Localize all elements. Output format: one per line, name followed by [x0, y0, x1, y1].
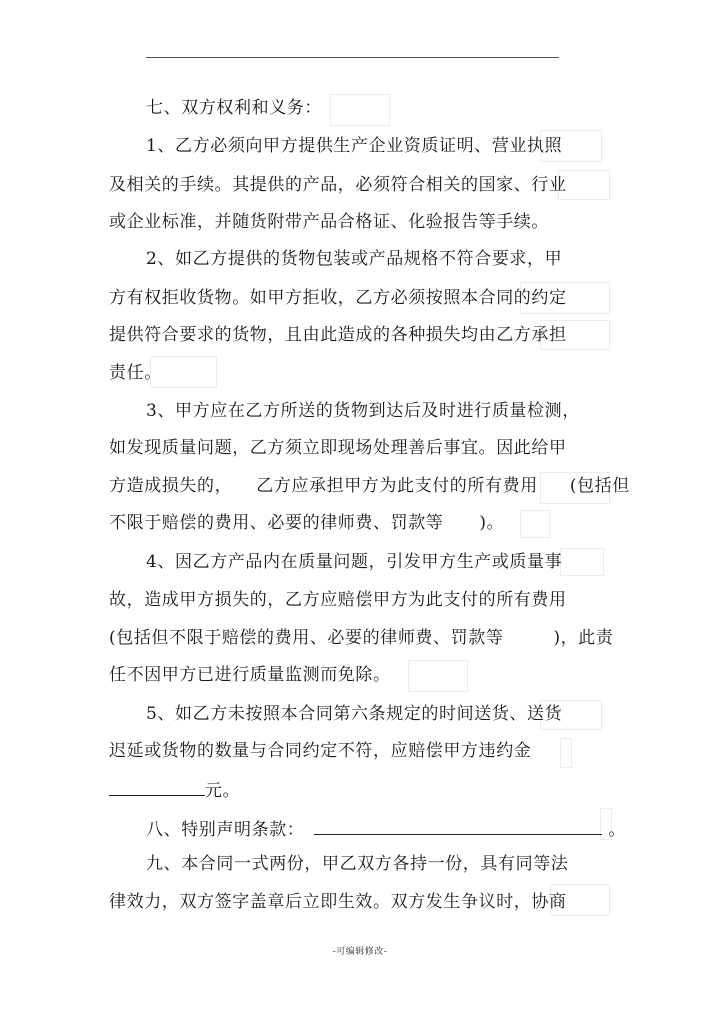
- item4-line4: 任不因甲方已进行质量监测而免除。: [109, 665, 391, 685]
- section8-end: 。: [608, 820, 627, 840]
- item2-line1: 2、如乙方提供的货物包装或产品规格不符合要求，甲: [146, 249, 563, 269]
- item4-line3-a: (包括但不限于赔偿的费用、必要的律师费、罚款等: [109, 628, 504, 648]
- item5-line3-unit: 元。: [205, 781, 241, 801]
- item3-line3-c: (包括但: [569, 476, 630, 496]
- item3-line3-a: 方造成损失的，: [109, 476, 233, 496]
- item5-line1: 5、如乙方未按照本合同第六条规定的时间送货、送货: [146, 704, 563, 724]
- item5-line2: 迟延或货物的数量与合同约定不符，应赔偿甲方违约金: [109, 741, 532, 761]
- item5-line3: [109, 777, 240, 802]
- section8-heading: 八、特别声明条款：: [146, 820, 305, 840]
- item2-line4: 责任。: [109, 363, 162, 383]
- item4-line1: 4、因乙方产品内在质量问题，引发甲方生产或质量事: [146, 552, 563, 572]
- item3-line1: 3、甲方应在乙方所送的货物到达后及时进行质量检测，: [146, 401, 580, 421]
- item1-line3: 或企业标准，并随货附带产品合格证、化验报告等手续。: [109, 212, 549, 232]
- item1-line2: 及相关的手续。其提供的产品，必须符合相关的国家、行业: [109, 175, 567, 195]
- section7-heading: 七、双方权利和义务：: [146, 98, 322, 118]
- item3-line4-b: )。: [479, 513, 505, 533]
- cell-border: [330, 94, 390, 126]
- cell-border: [560, 548, 604, 576]
- item4-line3: [109, 627, 613, 649]
- item3-line3-b: 乙方应承担甲方为此支付的所有费用: [256, 476, 538, 496]
- item2-line2: 方有权拒收货物。如甲方拒收，乙方必须按照本合同的约定: [109, 288, 567, 308]
- item4-line2: 故，造成甲方损失的，乙方应赔偿甲方为此支付的所有费用: [109, 590, 567, 610]
- section9-line1: 九、本合同一式两份，甲乙双方各持一份，具有同等法: [146, 854, 569, 874]
- item3-line2: 如发现质量问题，乙方须立即现场处理善后事宜。因此给甲: [109, 438, 567, 458]
- item2-line3: 提供符合要求的货物，且由此造成的各种损失均由乙方承担: [109, 325, 567, 345]
- page-footer: -可编辑修改-: [332, 947, 388, 957]
- item3-line4-a: 不限于赔偿的费用、必要的律师费、罚款等: [109, 513, 444, 533]
- item1-line1: 1、乙方必须向甲方提供生产企业资质证明、营业执照: [146, 136, 563, 156]
- cell-border: [520, 510, 550, 538]
- special-terms-blank[interactable]: [314, 816, 602, 835]
- cell-border: [560, 738, 572, 768]
- penalty-amount-blank[interactable]: [109, 777, 205, 796]
- cell-border: [408, 660, 468, 692]
- section9-line2: 律效力，双方签字盖章后立即生效。双方发生争议时，协商: [109, 892, 567, 912]
- item3-line3: [109, 475, 630, 497]
- item4-line3-b: )，此责: [553, 628, 614, 648]
- top-rule: [146, 57, 559, 58]
- section8-line: [146, 816, 626, 841]
- item3-line4: [109, 512, 504, 534]
